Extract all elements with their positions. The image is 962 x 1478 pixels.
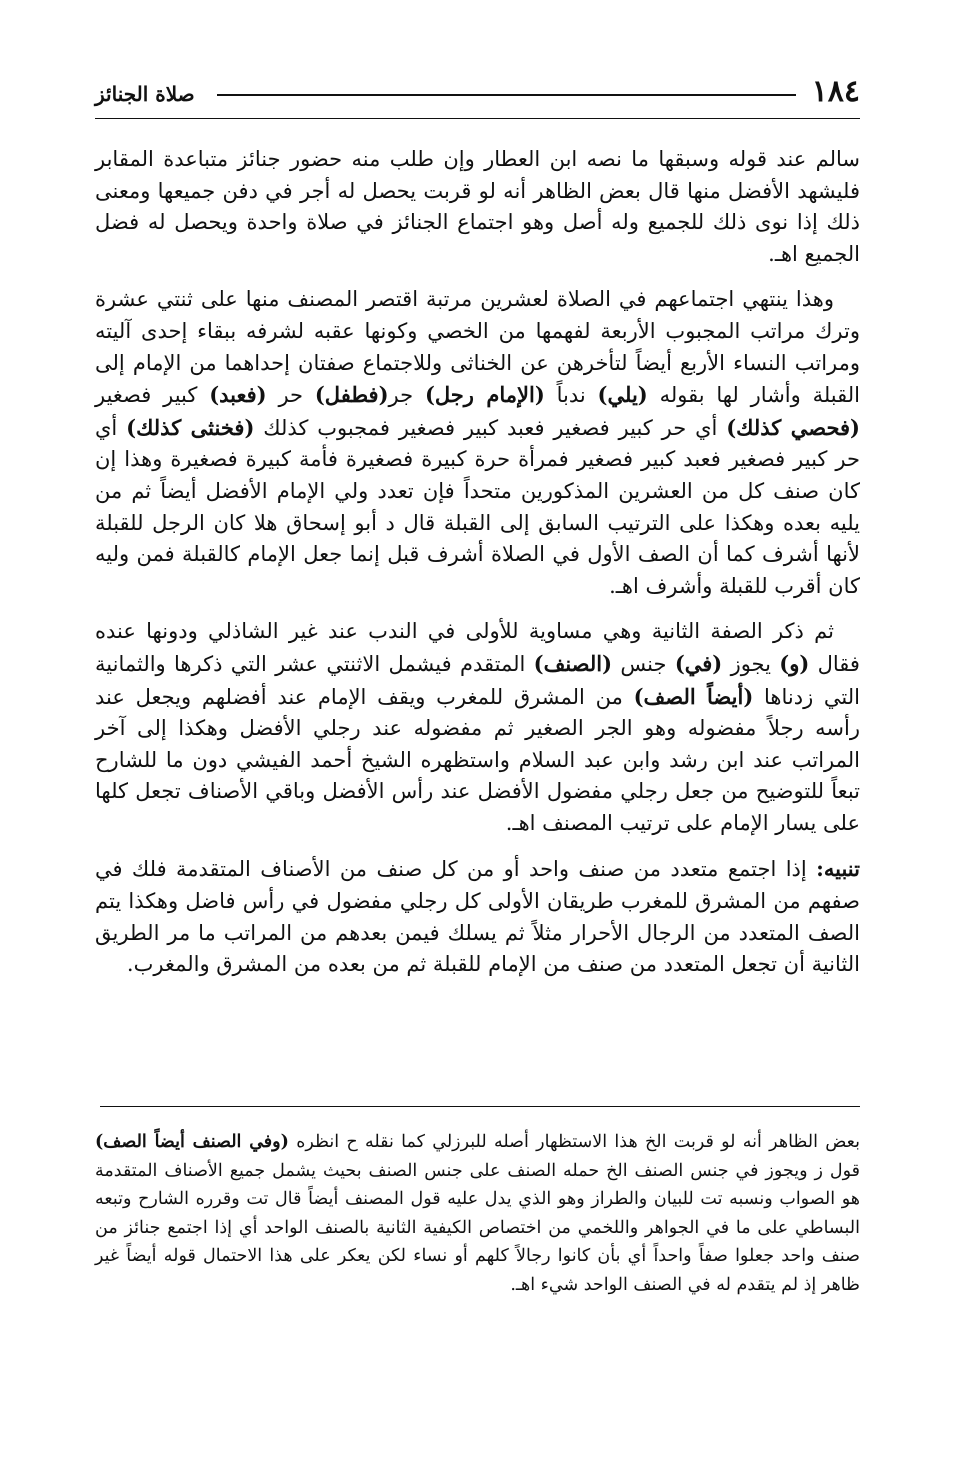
page-header bbox=[95, 72, 860, 120]
matn-term: (أيضاً الصف) bbox=[633, 683, 754, 709]
matn-term: (فحصي كذلك) bbox=[726, 414, 860, 440]
footnote-text: بعض الظاهر أنه لو قربت الخ هذا الاستظهار أصله للبرزلي كما نقله ح انظره bbox=[296, 1132, 860, 1152]
paragraph-3-text: ثم ذكر الصفة الثانية وهي مساوية للأولى في الندب عند غير الشاذلي ودونها عنده فقال bbox=[95, 619, 860, 676]
matn-term: (في) bbox=[674, 650, 723, 676]
header-divider bbox=[95, 118, 860, 119]
paragraph-2-text: ندباً bbox=[556, 383, 586, 408]
paragraph-3-text: جنس bbox=[620, 651, 667, 676]
paragraph-2-text: وهذا ينتهي اجتماعهم في الصلاة لعشرين مرتبة اقتصر المصنف منها على ثنتي عشرة وترك مراتب المجبوب الأربعة لفهمها من الخصي وكونها عقبه لشرفه ببقاء إحدى آليته ومراتب النساء الأربع أيضاً لتأخرهن عن الخناثى وللاجتماع صفتان إحداهما من الإمام إلى القبلة وأشار لها بقوله bbox=[95, 287, 860, 408]
running-title: صلاة الجنائز bbox=[95, 82, 195, 106]
paragraph-2-text: جر bbox=[388, 383, 414, 408]
paragraph-2-text: أي حر كبير فصغير فعبد كبير فصغير فمجبوب كذلك bbox=[263, 415, 718, 440]
matn-term: (و) bbox=[779, 650, 810, 676]
paragraph-2-text: أي حر كبير فصغير فعبد كبير فصغير فمرأة حرة كبيرة فصغيرة فأمة كبيرة فصغيرة وهذا إن كان صنف كل من العشرين المذكورين متحداً فإن تعدد ولي الإمام الأفضل أيضاً ثم من يليه بعده وهكذا على الترتيب السابق إلى القبلة قال د أبو إسحاق هلا كان الرجل للقبلة لأنها أشرف كما أن الصف الأول في الصلاة أشرف قبل إنما جعل الإمام كالقبلة فمن وليه كان أقرب للقبلة وأشرف اهـ. bbox=[95, 415, 860, 598]
matn-term: (فعبد) bbox=[209, 382, 267, 408]
header-rule bbox=[217, 94, 796, 96]
paragraph-2 bbox=[95, 284, 860, 602]
footnote-text: قول ز ويجوز في جنس الصنف الخ حمله الصنف على جنس الصنف بحيث يشمل جميع الأصناف المتقدمة هو الصواب ونسبه تت للبيان والطراز وهو الذي يدل عليه قول المصنف أيضاً قال تت وقرره الشارح وتبعه البساطي على ما في الجواهر واللخمي من اختصاص الكيفية الثانية بالصنف الواحد أي إذا اجتمع جنائز من صنف واحد جعلوا صفاً واحداً أي بأن كانوا رجالاً كلهم أو نساء لكن يعكر على هذا الاحتمال قوله أيضاً غير ظاهر إذ لم يتقدم له في الصنف الواحد شيء اهـ. bbox=[95, 1160, 860, 1295]
paragraph-3-text: المتقدم فيشمل الاثنتي عشر التي ذكرها والثمانية التي زدناها bbox=[95, 651, 861, 709]
paragraph-4-note bbox=[95, 853, 860, 980]
matn-term: (فخنثى كذلك) bbox=[126, 414, 255, 440]
paragraph-3 bbox=[95, 616, 860, 839]
paragraph-2-text: كبير فصغير bbox=[95, 383, 198, 408]
footnote-term: (وفي الصنف أيضاً الصف) bbox=[95, 1132, 289, 1152]
matn-term: (فطفل) bbox=[314, 382, 389, 408]
paragraph-2-text: حر bbox=[278, 383, 304, 408]
page-number: ١٨٤ bbox=[811, 74, 860, 109]
matn-term: (الإمام رجل) bbox=[424, 382, 545, 408]
matn-term: (يلي) bbox=[597, 382, 648, 408]
paragraph-1 bbox=[95, 144, 860, 270]
matn-term: (الصنف) bbox=[533, 650, 613, 676]
paragraph-1-text: سالم عند قوله وسبقها ما نصه ابن العطار وإن طلب منه حضور جنائز متباعدة المقابر فليشهد الأفضل منها قال بعض الظاهر أنه لو قربت يحصل له أجر في دفن جميعها ومعنى ذلك إذا نوى ذلك للجميع وله أصل وهو اجتماع الجنائز في صلاة واحدة ويحصل له فضل الجميع اهـ. bbox=[95, 147, 860, 266]
footnote-rule bbox=[100, 1106, 860, 1107]
paragraph-3-text: يجوز bbox=[730, 651, 771, 676]
note-label: تنبيه: bbox=[816, 856, 860, 882]
main-text bbox=[95, 144, 860, 995]
footnote-section bbox=[95, 1128, 860, 1299]
footnote-paragraph bbox=[95, 1128, 860, 1299]
paragraph-4-text: إذا اجتمع متعدد من صنف واحد أو من كل صنف من الأصناف المتقدمة فلك في صفهم من المشرق للمغرب طريقان الأولى كل رجلي مفضول في رأس فاضل وهكذا يتم الصف المتعدد من الرجال الأحرار مثلاً ثم يسلك فيمن بعدهم من المراتب ما مر الطريق الثانية أن تجعل المتعدد من صنف من الإمام للقبلة ثم من بعده من المشرق والمغرب. bbox=[95, 857, 860, 977]
paragraph-3-text: من المشرق للمغرب ويقف الإمام عند أفضلهم ويجعل عند رأسه رجلاً مفضوله وهو الجر الصغير ثم مفضوله عند رجلي الأفضل وهكذا إلى آخر المراتب عند ابن رشد وابن عبد السلام واستظهره الشيخ أحمد الفيشي دون ما للشارح تبعاً للتوضيح من جعل رجلي مفضول الأفضل عند رأس الأفضل وباقي الأصناف تجعل كلها على يسار الإمام على ترتيب المصنف اهـ. bbox=[95, 684, 860, 835]
